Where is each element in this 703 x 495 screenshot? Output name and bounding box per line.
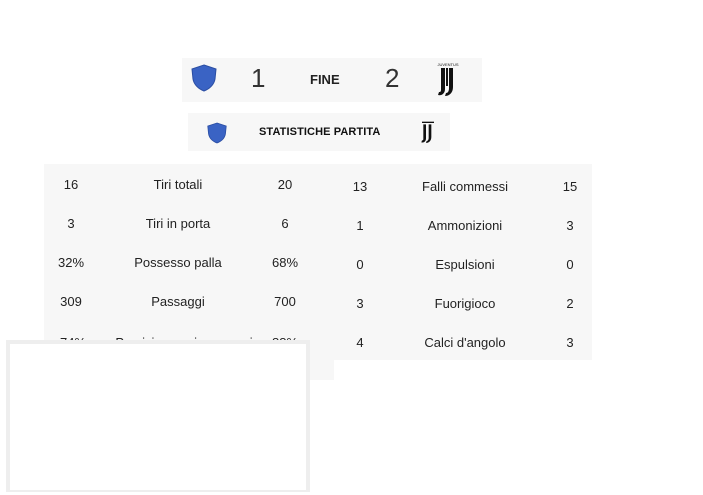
stat-home-value: 0: [356, 257, 364, 272]
stat-away-value: 6: [281, 216, 289, 231]
stat-label: Fuorigioco: [434, 296, 496, 311]
stat-away-value: 2: [566, 296, 574, 311]
stat-away-value: 15: [562, 179, 578, 194]
stat-away-value: 3: [566, 218, 574, 233]
home-team-shield-icon-small: [207, 122, 227, 144]
bottom-blank-area: [10, 344, 306, 490]
stat-home-value: 4: [356, 335, 364, 350]
stat-label: Calci d'angolo: [424, 335, 506, 350]
stat-home-value: 1: [356, 218, 364, 233]
stat-label: Passaggi: [151, 294, 205, 309]
stat-home-value: 309: [60, 294, 82, 309]
home-score: 1: [251, 63, 266, 93]
stat-away-value: 68%: [271, 255, 299, 270]
away-score: 2: [385, 63, 400, 93]
stat-away-value: 700: [274, 294, 296, 309]
juventus-logo-icon: JUVENTUS: [436, 62, 460, 96]
stat-label: Ammonizioni: [427, 218, 503, 233]
stat-label: Tiri totali: [153, 177, 203, 192]
match-status: FINE: [310, 72, 340, 87]
stat-home-value: 13: [352, 179, 368, 194]
stat-away-value: 20: [277, 177, 293, 192]
stat-away-value: 3: [566, 335, 574, 350]
stat-away-value: 0: [566, 257, 574, 272]
stat-label: Espulsioni: [435, 257, 495, 272]
stat-label: Tiri in porta: [145, 216, 211, 231]
stats-title: STATISTICHE PARTITA: [259, 126, 381, 138]
stat-label: Falli commessi: [422, 179, 508, 194]
stat-home-value: 32%: [57, 255, 85, 270]
juventus-logo-icon-small: [420, 120, 436, 146]
stat-home-value: 3: [356, 296, 364, 311]
stat-home-value: 3: [67, 216, 75, 231]
stat-label: Possesso palla: [134, 255, 222, 270]
stat-home-value: 16: [63, 177, 79, 192]
home-team-shield-icon: [191, 64, 217, 92]
